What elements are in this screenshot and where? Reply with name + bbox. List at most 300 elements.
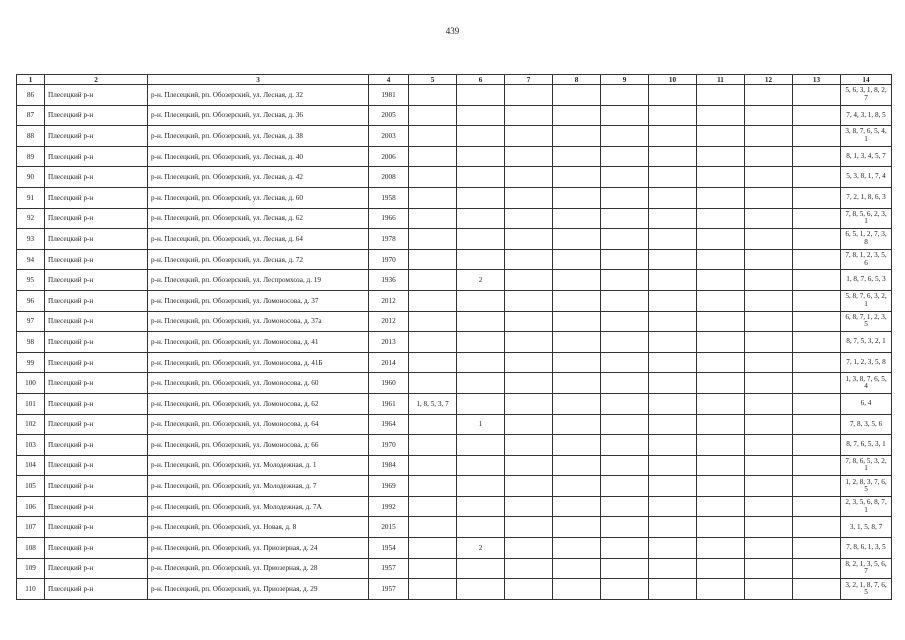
cell-col-14: 8, 1, 3, 4, 5, 7: [841, 146, 892, 167]
cell-col-8: [553, 476, 601, 497]
table-row: [17, 373, 892, 394]
cell-col-10: [649, 414, 697, 435]
cell-col-8: [553, 517, 601, 538]
page-number: 439: [445, 26, 460, 36]
cell-col-9: [601, 126, 649, 147]
cell-col-7: [505, 126, 553, 147]
cell-col-6: [457, 558, 505, 579]
cell-district: Плесецкий р-н: [45, 187, 148, 208]
cell-district: Плесецкий р-н: [45, 455, 148, 476]
cell-col-8: [553, 146, 601, 167]
cell-col-11: [697, 455, 745, 476]
cell-col-5: [409, 85, 457, 106]
cell-col-5: 1, 8, 5, 3, 7: [409, 393, 457, 414]
cell-row-number: 104: [17, 455, 45, 476]
cell-col-9: [601, 579, 649, 600]
cell-address: р-н. Плесецкий, рп. Обозерский, ул. Лесная, д. 60: [148, 187, 369, 208]
cell-col-7: [505, 579, 553, 600]
table-row: [17, 455, 892, 476]
cell-year: 1936: [369, 270, 409, 291]
cell-col-11: [697, 270, 745, 291]
cell-district: Плесецкий р-н: [45, 579, 148, 600]
cell-col-10: [649, 311, 697, 332]
cell-col-8: [553, 249, 601, 270]
table-row: [17, 496, 892, 517]
cell-col-13: [793, 414, 841, 435]
cell-address: р-н. Плесецкий, рп. Обозерский, ул. Приозерная, д. 28: [148, 558, 369, 579]
column-header-2: 2: [45, 75, 148, 85]
cell-col-10: [649, 496, 697, 517]
cell-row-number: 94: [17, 249, 45, 270]
cell-district: Плесецкий р-н: [45, 105, 148, 126]
cell-col-5: [409, 435, 457, 456]
column-header-14: 14: [841, 75, 892, 85]
cell-col-6: [457, 187, 505, 208]
cell-row-number: 103: [17, 435, 45, 456]
cell-district: Плесецкий р-н: [45, 270, 148, 291]
cell-address: р-н. Плесецкий, рп. Обозерский, ул. Лесная, д. 62: [148, 208, 369, 229]
cell-col-12: [745, 435, 793, 456]
table-row: [17, 517, 892, 538]
cell-col-5: [409, 105, 457, 126]
cell-col-10: [649, 558, 697, 579]
cell-col-7: [505, 455, 553, 476]
cell-col-14: 5, 3, 8, 1, 7, 4: [841, 167, 892, 188]
cell-col-9: [601, 373, 649, 394]
cell-year: 1984: [369, 455, 409, 476]
cell-col-12: [745, 270, 793, 291]
cell-col-14: 7, 8, 3, 5, 6: [841, 414, 892, 435]
cell-col-9: [601, 187, 649, 208]
cell-col-10: [649, 373, 697, 394]
cell-col-10: [649, 455, 697, 476]
table-row: [17, 414, 892, 435]
cell-address: р-н. Плесецкий, рп. Обозерский, ул. Лесная, д. 40: [148, 146, 369, 167]
cell-district: Плесецкий р-н: [45, 414, 148, 435]
cell-col-13: [793, 187, 841, 208]
cell-row-number: 105: [17, 476, 45, 497]
cell-col-7: [505, 352, 553, 373]
cell-col-11: [697, 229, 745, 250]
cell-col-7: [505, 167, 553, 188]
cell-col-6: [457, 373, 505, 394]
table-row: [17, 435, 892, 456]
cell-col-6: [457, 146, 505, 167]
cell-col-8: [553, 311, 601, 332]
cell-address: р-н. Плесецкий, рп. Обозерский, ул. Молодежная, д. 7: [148, 476, 369, 497]
cell-col-8: [553, 167, 601, 188]
cell-address: р-н. Плесецкий, рп. Обозерский, ул. Ломоносова, д. 41Б: [148, 352, 369, 373]
data-table: [16, 74, 892, 600]
cell-col-9: [601, 435, 649, 456]
cell-year: 1964: [369, 414, 409, 435]
cell-col-10: [649, 105, 697, 126]
cell-row-number: 88: [17, 126, 45, 147]
cell-district: Плесецкий р-н: [45, 373, 148, 394]
cell-col-11: [697, 538, 745, 559]
cell-col-8: [553, 538, 601, 559]
cell-row-number: 107: [17, 517, 45, 538]
cell-col-9: [601, 332, 649, 353]
cell-col-12: [745, 352, 793, 373]
table-row: [17, 558, 892, 579]
cell-col-12: [745, 455, 793, 476]
cell-address: р-н. Плесецкий, рп. Обозерский, ул. Ломоносова, д. 60: [148, 373, 369, 394]
cell-col-11: [697, 126, 745, 147]
cell-col-14: 5, 6, 3, 1, 8, 2, 7: [841, 85, 892, 106]
cell-year: 1992: [369, 496, 409, 517]
cell-col-12: [745, 538, 793, 559]
cell-col-11: [697, 85, 745, 106]
cell-col-6: [457, 435, 505, 456]
cell-address: р-н. Плесецкий, рп. Обозерский, ул. Лесная, д. 38: [148, 126, 369, 147]
cell-address: р-н. Плесецкий, рп. Обозерский, ул. Приозерная, д. 24: [148, 538, 369, 559]
cell-col-5: [409, 249, 457, 270]
cell-district: Плесецкий р-н: [45, 517, 148, 538]
cell-col-12: [745, 146, 793, 167]
cell-address: р-н. Плесецкий, рп. Обозерский, ул. Новая, д. 8: [148, 517, 369, 538]
cell-col-9: [601, 496, 649, 517]
cell-col-6: 2: [457, 538, 505, 559]
cell-col-5: [409, 414, 457, 435]
cell-col-13: [793, 393, 841, 414]
cell-col-5: [409, 558, 457, 579]
cell-col-14: 8, 2, 1, 3, 5, 6, 7: [841, 558, 892, 579]
cell-col-12: [745, 126, 793, 147]
cell-col-12: [745, 167, 793, 188]
cell-col-7: [505, 414, 553, 435]
cell-col-7: [505, 517, 553, 538]
cell-district: Плесецкий р-н: [45, 332, 148, 353]
cell-col-13: [793, 496, 841, 517]
cell-year: 1954: [369, 538, 409, 559]
cell-district: Плесецкий р-н: [45, 352, 148, 373]
cell-col-10: [649, 393, 697, 414]
cell-address: р-н. Плесецкий, рп. Обозерский, ул. Приозерная, д. 29: [148, 579, 369, 600]
cell-col-9: [601, 455, 649, 476]
cell-col-13: [793, 558, 841, 579]
cell-col-11: [697, 517, 745, 538]
cell-address: р-н. Плесецкий, рп. Обозерский, ул. Ломоносова, д. 37: [148, 290, 369, 311]
cell-address: р-н. Плесецкий, рп. Обозерский, ул. Ломоносова, д. 41: [148, 332, 369, 353]
cell-col-10: [649, 332, 697, 353]
cell-col-13: [793, 290, 841, 311]
cell-district: Плесецкий р-н: [45, 393, 148, 414]
cell-col-9: [601, 290, 649, 311]
cell-col-14: 1, 3, 8, 7, 6, 5, 4: [841, 373, 892, 394]
cell-col-8: [553, 332, 601, 353]
cell-col-5: [409, 229, 457, 250]
cell-col-14: 6, 8, 7, 1, 2, 3, 5: [841, 311, 892, 332]
cell-col-5: [409, 126, 457, 147]
cell-col-11: [697, 393, 745, 414]
cell-col-8: [553, 208, 601, 229]
cell-col-5: [409, 352, 457, 373]
cell-col-10: [649, 249, 697, 270]
cell-year: 1958: [369, 187, 409, 208]
cell-col-6: 2: [457, 270, 505, 291]
cell-col-9: [601, 146, 649, 167]
cell-row-number: 102: [17, 414, 45, 435]
cell-col-10: [649, 435, 697, 456]
cell-col-6: [457, 517, 505, 538]
cell-col-6: [457, 85, 505, 106]
cell-col-13: [793, 270, 841, 291]
cell-col-13: [793, 208, 841, 229]
cell-district: Плесецкий р-н: [45, 249, 148, 270]
cell-col-6: [457, 579, 505, 600]
cell-col-14: 7, 4, 3, 1, 8, 5: [841, 105, 892, 126]
table-row: [17, 208, 892, 229]
cell-col-7: [505, 496, 553, 517]
cell-district: Плесецкий р-н: [45, 311, 148, 332]
cell-col-5: [409, 517, 457, 538]
cell-row-number: 90: [17, 167, 45, 188]
cell-year: 2012: [369, 290, 409, 311]
cell-col-7: [505, 208, 553, 229]
cell-col-12: [745, 558, 793, 579]
cell-col-11: [697, 146, 745, 167]
cell-col-12: [745, 311, 793, 332]
cell-address: р-н. Плесецкий, рп. Обозерский, ул. Лесная, д. 32: [148, 85, 369, 106]
cell-col-6: [457, 126, 505, 147]
cell-col-10: [649, 476, 697, 497]
cell-year: 2005: [369, 105, 409, 126]
cell-col-7: [505, 290, 553, 311]
table-row: [17, 167, 892, 188]
cell-col-7: [505, 393, 553, 414]
cell-row-number: 101: [17, 393, 45, 414]
cell-col-9: [601, 311, 649, 332]
cell-col-14: 7, 8, 6, 5, 3, 2, 1: [841, 455, 892, 476]
cell-col-12: [745, 290, 793, 311]
cell-address: р-н. Плесецкий, рп. Обозерский, ул. Лесная, д. 64: [148, 229, 369, 250]
cell-district: Плесецкий р-н: [45, 85, 148, 106]
cell-col-11: [697, 476, 745, 497]
cell-col-8: [553, 85, 601, 106]
cell-col-7: [505, 146, 553, 167]
cell-col-9: [601, 229, 649, 250]
cell-col-11: [697, 208, 745, 229]
cell-col-10: [649, 579, 697, 600]
cell-address: р-н. Плесецкий, рп. Обозерский, ул. Ломоносова, д. 66: [148, 435, 369, 456]
cell-district: Плесецкий р-н: [45, 208, 148, 229]
cell-row-number: 100: [17, 373, 45, 394]
cell-col-8: [553, 558, 601, 579]
cell-col-5: [409, 332, 457, 353]
cell-col-13: [793, 311, 841, 332]
table-row: [17, 311, 892, 332]
column-header-5: 5: [409, 75, 457, 85]
table-row: [17, 352, 892, 373]
cell-district: Плесецкий р-н: [45, 126, 148, 147]
column-header-13: 13: [793, 75, 841, 85]
cell-district: Плесецкий р-н: [45, 476, 148, 497]
cell-col-12: [745, 414, 793, 435]
cell-row-number: 96: [17, 290, 45, 311]
cell-col-12: [745, 496, 793, 517]
cell-year: 2003: [369, 126, 409, 147]
cell-col-5: [409, 455, 457, 476]
table-row: [17, 146, 892, 167]
cell-col-12: [745, 393, 793, 414]
cell-col-14: 7, 2, 1, 8, 6, 3: [841, 187, 892, 208]
cell-col-9: [601, 105, 649, 126]
column-header-4: 4: [369, 75, 409, 85]
cell-col-7: [505, 187, 553, 208]
cell-col-9: [601, 85, 649, 106]
cell-col-11: [697, 311, 745, 332]
cell-col-14: 3, 2, 1, 8, 7, 6, 5: [841, 579, 892, 600]
cell-col-7: [505, 558, 553, 579]
cell-col-14: 1, 2, 8, 3, 7, 6, 5: [841, 476, 892, 497]
table-row: [17, 538, 892, 559]
cell-row-number: 99: [17, 352, 45, 373]
cell-col-10: [649, 352, 697, 373]
cell-col-5: [409, 373, 457, 394]
table-row: [17, 476, 892, 497]
cell-col-13: [793, 579, 841, 600]
cell-row-number: 87: [17, 105, 45, 126]
cell-col-14: 5, 8, 7, 6, 3, 2, 1: [841, 290, 892, 311]
cell-col-11: [697, 332, 745, 353]
cell-col-9: [601, 558, 649, 579]
column-header-9: 9: [601, 75, 649, 85]
cell-col-10: [649, 270, 697, 291]
cell-col-14: 7, 8, 6, 1, 3, 5: [841, 538, 892, 559]
cell-col-9: [601, 270, 649, 291]
cell-col-8: [553, 290, 601, 311]
table-row: [17, 229, 892, 250]
table-row: [17, 332, 892, 353]
cell-col-11: [697, 290, 745, 311]
cell-col-11: [697, 435, 745, 456]
cell-col-13: [793, 105, 841, 126]
cell-address: р-н. Плесецкий, рп. Обозерский, ул. Лесная, д. 36: [148, 105, 369, 126]
cell-col-10: [649, 146, 697, 167]
cell-col-14: 3, 8, 7, 6, 5, 4, 1: [841, 126, 892, 147]
cell-col-12: [745, 517, 793, 538]
cell-row-number: 108: [17, 538, 45, 559]
table-row: [17, 126, 892, 147]
cell-row-number: 110: [17, 579, 45, 600]
cell-address: р-н. Плесецкий, рп. Обозерский, ул. Лесная, д. 72: [148, 249, 369, 270]
cell-col-8: [553, 393, 601, 414]
cell-col-7: [505, 373, 553, 394]
cell-col-12: [745, 249, 793, 270]
cell-col-8: [553, 435, 601, 456]
cell-district: Плесецкий р-н: [45, 146, 148, 167]
cell-col-7: [505, 538, 553, 559]
cell-col-12: [745, 373, 793, 394]
cell-col-7: [505, 85, 553, 106]
cell-year: 1960: [369, 373, 409, 394]
cell-col-12: [745, 332, 793, 353]
cell-col-5: [409, 579, 457, 600]
table-row: [17, 249, 892, 270]
cell-col-13: [793, 517, 841, 538]
column-header-12: 12: [745, 75, 793, 85]
cell-col-7: [505, 311, 553, 332]
cell-address: р-н. Плесецкий, рп. Обозерский, ул. Леспромхоза, д. 19: [148, 270, 369, 291]
cell-col-5: [409, 208, 457, 229]
cell-year: 2015: [369, 517, 409, 538]
cell-col-8: [553, 455, 601, 476]
cell-col-8: [553, 126, 601, 147]
cell-col-14: 3, 1, 5, 8, 7: [841, 517, 892, 538]
cell-col-7: [505, 229, 553, 250]
cell-district: Плесецкий р-н: [45, 496, 148, 517]
cell-col-7: [505, 476, 553, 497]
cell-address: р-н. Плесецкий, рп. Обозерский, ул. Ломоносова, д. 62: [148, 393, 369, 414]
cell-col-6: [457, 105, 505, 126]
cell-col-6: [457, 311, 505, 332]
cell-col-6: [457, 249, 505, 270]
cell-col-5: [409, 496, 457, 517]
cell-col-13: [793, 229, 841, 250]
cell-district: Плесецкий р-н: [45, 538, 148, 559]
cell-col-12: [745, 105, 793, 126]
table-row: [17, 270, 892, 291]
cell-row-number: 95: [17, 270, 45, 291]
cell-row-number: 109: [17, 558, 45, 579]
cell-col-6: [457, 352, 505, 373]
column-header-6: 6: [457, 75, 505, 85]
table-row: [17, 105, 892, 126]
cell-col-11: [697, 187, 745, 208]
cell-col-14: 7, 8, 5, 6, 2, 3, 1: [841, 208, 892, 229]
cell-col-10: [649, 538, 697, 559]
table-row: [17, 187, 892, 208]
header-row: [17, 75, 892, 85]
cell-col-5: [409, 270, 457, 291]
cell-col-9: [601, 249, 649, 270]
cell-col-13: [793, 332, 841, 353]
cell-col-13: [793, 85, 841, 106]
cell-col-12: [745, 579, 793, 600]
cell-col-14: 1, 8, 7, 6, 5, 3: [841, 270, 892, 291]
cell-col-10: [649, 85, 697, 106]
cell-col-9: [601, 517, 649, 538]
cell-col-6: [457, 332, 505, 353]
cell-col-11: [697, 352, 745, 373]
cell-col-5: [409, 146, 457, 167]
cell-col-9: [601, 208, 649, 229]
cell-address: р-н. Плесецкий, рп. Обозерский, ул. Ломоносова, д. 37а: [148, 311, 369, 332]
cell-col-6: [457, 455, 505, 476]
cell-col-11: [697, 558, 745, 579]
cell-row-number: 89: [17, 146, 45, 167]
cell-district: Плесецкий р-н: [45, 558, 148, 579]
cell-year: 1978: [369, 229, 409, 250]
cell-col-5: [409, 290, 457, 311]
cell-col-9: [601, 476, 649, 497]
cell-col-12: [745, 229, 793, 250]
cell-col-9: [601, 352, 649, 373]
cell-col-10: [649, 517, 697, 538]
cell-col-14: 8, 7, 5, 3, 2, 1: [841, 332, 892, 353]
cell-col-7: [505, 105, 553, 126]
cell-col-13: [793, 352, 841, 373]
cell-year: 2014: [369, 352, 409, 373]
cell-address: р-н. Плесецкий, рп. Обозерский, ул. Ломоносова, д. 64: [148, 414, 369, 435]
cell-year: 2006: [369, 146, 409, 167]
column-header-10: 10: [649, 75, 697, 85]
cell-col-6: [457, 290, 505, 311]
column-header-8: 8: [553, 75, 601, 85]
cell-col-7: [505, 332, 553, 353]
cell-row-number: 93: [17, 229, 45, 250]
